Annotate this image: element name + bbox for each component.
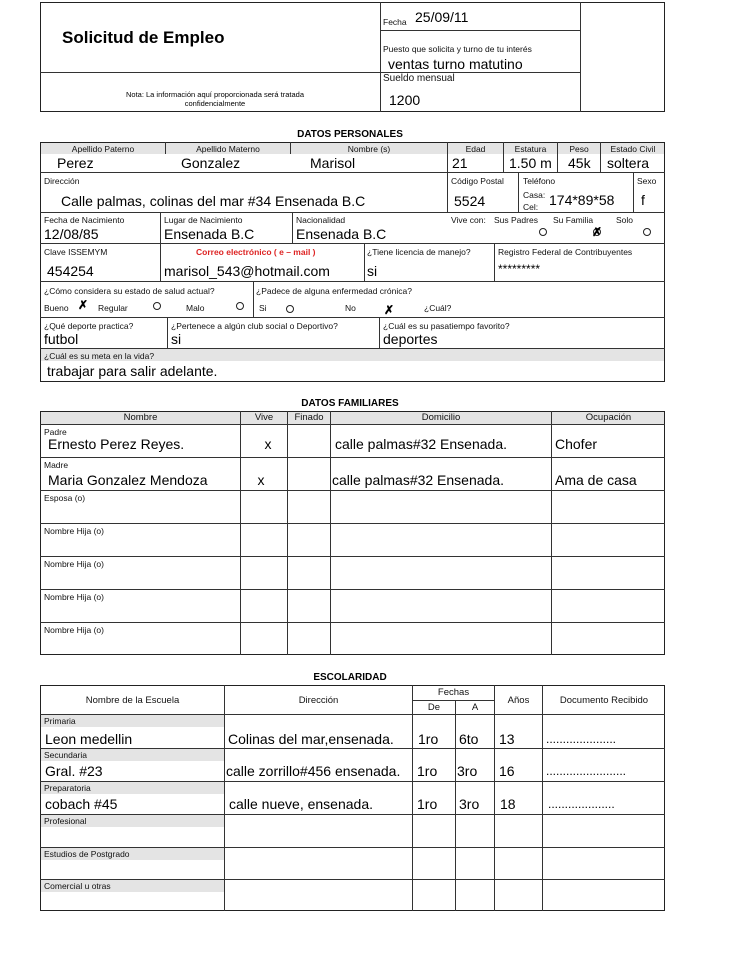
rfc-label: Registro Federal de Contribuyentes bbox=[498, 247, 633, 257]
fam-header-vive: Vive bbox=[254, 412, 274, 423]
fecha-nac-value[interactable]: 12/08/85 bbox=[44, 226, 99, 242]
salud-label: ¿Cómo considera su estado de salud actual? bbox=[44, 286, 215, 296]
nacionalidad-value[interactable]: Ensenada B.C bbox=[296, 226, 387, 242]
confidential-note: Nota: La información aquí proporcionada será tratada confidencialmente bbox=[125, 90, 305, 108]
fecha-value[interactable]: 25/09/11 bbox=[415, 9, 469, 25]
fam-header-finado: Finado bbox=[294, 412, 324, 423]
apellido-paterno-value[interactable]: Perez bbox=[57, 155, 94, 171]
esc-escuela[interactable]: cobach #45 bbox=[45, 796, 118, 812]
correo-value[interactable]: marisol_543@hotmail.com bbox=[164, 263, 330, 279]
esc-documento[interactable]: .................... bbox=[548, 797, 615, 811]
vive-familia-label: Su Familia bbox=[553, 215, 594, 225]
direccion-label: Dirección bbox=[44, 176, 80, 186]
esc-a[interactable]: 6to bbox=[459, 731, 479, 747]
vive-familia-check-icon: ✗ bbox=[592, 225, 603, 239]
fam-nombre[interactable]: Maria Gonzalez Mendoza bbox=[48, 472, 208, 488]
deporte-label: ¿Qué deporte practica? bbox=[44, 321, 134, 331]
estado-civil-label: Estado Civil bbox=[610, 144, 656, 154]
fecha-label: Fecha bbox=[383, 17, 407, 27]
esc-nivel: Preparatoria bbox=[44, 783, 91, 793]
vive-padres-radio[interactable] bbox=[539, 228, 547, 236]
puesto-value[interactable]: ventas turno matutino bbox=[388, 56, 523, 72]
deporte-value[interactable]: futbol bbox=[44, 331, 79, 347]
meta-label: ¿Cuál es su meta en la vida? bbox=[44, 351, 155, 361]
fam-nombre[interactable]: Ernesto Perez Reyes. bbox=[48, 436, 185, 452]
club-label: ¿Pertenece a algún club social o Deportivo? bbox=[171, 321, 338, 331]
pasatiempo-label: ¿Cuál es su pasatiempo favorito? bbox=[383, 321, 510, 331]
direccion-value[interactable]: Calle palmas, colinas del mar #34 Ensenada B.C bbox=[61, 193, 366, 209]
licencia-label: ¿Tiene licencia de manejo? bbox=[367, 247, 471, 257]
salud-malo-radio[interactable] bbox=[236, 302, 244, 310]
vive-solo-label: Solo bbox=[616, 215, 634, 225]
esc-escuela[interactable]: Leon medellin bbox=[45, 731, 133, 747]
club-value[interactable]: si bbox=[171, 331, 182, 347]
meta-value[interactable]: trabajar para salir adelante. bbox=[47, 363, 218, 379]
esc-nivel: Estudios de Postgrado bbox=[44, 849, 130, 859]
nombres-value[interactable]: Marisol bbox=[310, 155, 356, 171]
esc-anos[interactable]: 13 bbox=[499, 731, 515, 747]
fam-rol: Esposa (o) bbox=[44, 493, 86, 503]
personal-box bbox=[40, 142, 665, 382]
telefono-label: Teléfono bbox=[523, 176, 556, 186]
fam-rol: Nombre Hija (o) bbox=[44, 526, 104, 536]
enfermedad-no-label: No bbox=[345, 303, 356, 313]
fam-rol: Madre bbox=[44, 460, 69, 470]
esc-escuela[interactable]: Gral. #23 bbox=[45, 763, 103, 779]
fam-ocupacion[interactable]: Ama de casa bbox=[555, 472, 637, 488]
esc-a[interactable]: 3ro bbox=[459, 796, 480, 812]
esc-header-direccion: Dirección bbox=[298, 695, 339, 706]
estado-civil-value[interactable]: soltera bbox=[607, 155, 650, 171]
salud-regular-label: Regular bbox=[98, 303, 128, 313]
fam-rol: Nombre Hija (o) bbox=[44, 559, 104, 569]
issemym-label: Clave ISSEMYM bbox=[44, 247, 108, 257]
fam-header-domicilio: Domicilio bbox=[421, 412, 461, 423]
correo-label: Correo electrónico ( e – mail ) bbox=[196, 247, 316, 257]
fam-domicilio[interactable]: calle palmas#32 Ensenada. bbox=[332, 472, 505, 488]
fam-header-ocupacion: Ocupación bbox=[585, 412, 632, 423]
esc-anos[interactable]: 18 bbox=[500, 796, 516, 812]
fam-rol: Padre bbox=[44, 427, 67, 437]
sueldo-value[interactable]: 1200 bbox=[389, 92, 421, 108]
sexo-label: Sexo bbox=[637, 176, 657, 186]
esc-header-escuela: Nombre de la Escuela bbox=[85, 695, 180, 706]
salud-malo-label: Malo bbox=[186, 303, 205, 313]
lugar-nac-label: Lugar de Nacimiento bbox=[164, 215, 243, 225]
enfermedad-si-label: Si bbox=[259, 303, 267, 313]
enfermedad-no-check-icon: ✗ bbox=[384, 303, 395, 317]
esc-nivel: Primaria bbox=[44, 716, 76, 726]
salud-bueno-check-icon: ✗ bbox=[78, 298, 89, 312]
esc-header-fechas: Fechas bbox=[437, 687, 470, 698]
esc-de[interactable]: 1ro bbox=[417, 796, 438, 812]
esc-direccion[interactable]: calle nueve, ensenada. bbox=[229, 796, 373, 812]
apellido-materno-value[interactable]: Gonzalez bbox=[181, 155, 241, 171]
esc-header-documento: Documento Recibido bbox=[559, 695, 649, 706]
vive-con-label: Vive con: bbox=[451, 215, 486, 225]
esc-direccion[interactable]: calle zorrillo#456 ensenada. bbox=[226, 763, 401, 779]
apellido-paterno-label: Apellido Paterno bbox=[71, 144, 135, 154]
esc-nivel: Secundaria bbox=[44, 750, 88, 760]
esc-nivel: Comercial u otras bbox=[44, 881, 111, 891]
telefono-value[interactable]: 174*89*58 bbox=[549, 192, 615, 208]
page-title: Solicitud de Empleo bbox=[62, 28, 225, 47]
rfc-value[interactable]: ********* bbox=[498, 262, 541, 276]
issemym-value[interactable]: 454254 bbox=[47, 263, 94, 279]
pasatiempo-value[interactable]: deportes bbox=[383, 331, 438, 347]
enfermedad-cual-label: ¿Cuál? bbox=[424, 303, 452, 313]
edad-value[interactable]: 21 bbox=[452, 155, 468, 171]
salud-regular-radio[interactable] bbox=[153, 302, 161, 310]
esc-de[interactable]: 1ro bbox=[417, 763, 438, 779]
esc-a[interactable]: 3ro bbox=[457, 763, 478, 779]
fam-rol: Nombre Hija (o) bbox=[44, 592, 104, 602]
esc-documento[interactable]: ..................... bbox=[546, 732, 617, 746]
licencia-value[interactable]: si bbox=[367, 263, 378, 279]
peso-value[interactable]: 45k bbox=[568, 155, 591, 171]
edad-label: Edad bbox=[465, 144, 486, 154]
section-escolaridad: ESCOLARIDAD bbox=[313, 672, 387, 683]
apellido-materno-label: Apellido Materno bbox=[196, 144, 260, 154]
enfermedad-label: ¿Padece de alguna enfermedad crónica? bbox=[256, 286, 412, 296]
section-datos-familiares: DATOS FAMILIARES bbox=[301, 398, 399, 409]
peso-label: Peso bbox=[569, 144, 589, 154]
esc-nivel: Profesional bbox=[44, 816, 87, 826]
vive-solo-radio[interactable] bbox=[643, 228, 651, 236]
fam-vive[interactable]: x bbox=[264, 436, 272, 452]
fam-header-nombre: Nombre bbox=[123, 412, 158, 423]
esc-header-a: A bbox=[471, 702, 479, 713]
sexo-value[interactable]: f bbox=[641, 192, 645, 208]
casa-label: Casa: bbox=[523, 190, 546, 200]
fam-rol: Nombre Hija (o) bbox=[44, 625, 104, 635]
esc-anos[interactable]: 16 bbox=[499, 763, 515, 779]
esc-header-anos: Años bbox=[507, 695, 530, 706]
esc-de[interactable]: 1ro bbox=[418, 731, 439, 747]
enfermedad-si-radio[interactable] bbox=[286, 305, 294, 313]
fam-domicilio[interactable]: calle palmas#32 Ensenada. bbox=[335, 436, 508, 452]
nacionalidad-label: Nacionalidad bbox=[296, 215, 346, 225]
cel-label: Cel: bbox=[523, 202, 539, 212]
estatura-value[interactable]: 1.50 m bbox=[509, 155, 552, 171]
lugar-nac-value[interactable]: Ensenada B.C bbox=[164, 226, 255, 242]
esc-documento[interactable]: ........................ bbox=[546, 764, 627, 778]
esc-direccion[interactable]: Colinas del mar,ensenada. bbox=[228, 731, 394, 747]
cp-label: Código Postal bbox=[451, 176, 504, 186]
fam-ocupacion[interactable]: Chofer bbox=[555, 436, 598, 452]
section-datos-personales: DATOS PERSONALES bbox=[297, 129, 403, 140]
fam-vive[interactable]: x bbox=[257, 472, 265, 488]
salud-bueno-label: Bueno bbox=[44, 303, 69, 313]
esc-header-de: De bbox=[427, 702, 441, 713]
cp-value[interactable]: 5524 bbox=[454, 193, 486, 209]
puesto-label: Puesto que solicita y turno de tu interés bbox=[383, 44, 532, 54]
nombres-label: Nombre (s) bbox=[347, 144, 391, 154]
vive-padres-label: Sus Padres bbox=[494, 215, 538, 225]
estatura-label: Estatura bbox=[514, 144, 547, 154]
fecha-nac-label: Fecha de Nacimiento bbox=[44, 215, 125, 225]
sueldo-label: Sueldo mensual bbox=[383, 73, 455, 84]
